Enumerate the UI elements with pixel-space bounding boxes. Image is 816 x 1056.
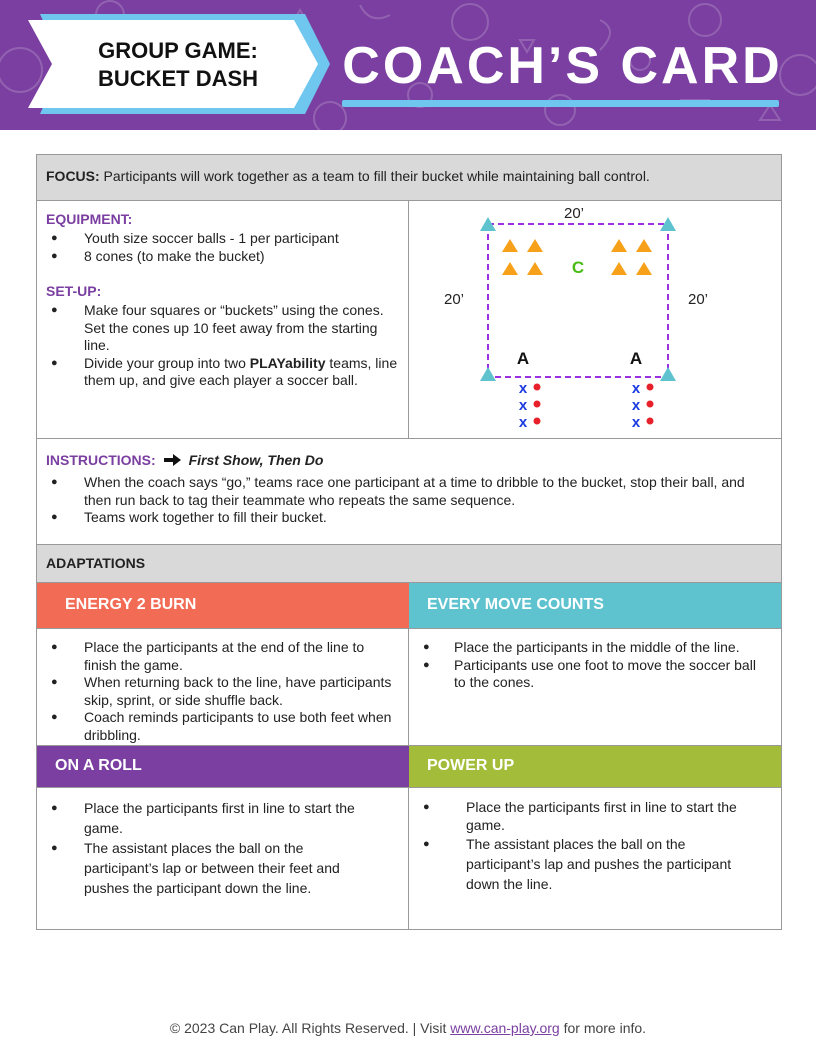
adaptation-band-row-2 xyxy=(37,746,781,788)
instructions-heading-line xyxy=(46,452,323,470)
card-title-underline xyxy=(342,100,779,107)
equipment-item: ● 8 cones (to make the bucket) xyxy=(37,248,397,266)
setup-item: ● Make four squares or “buckets” using the cones. Set the cones up 10 feet away from the starting line. xyxy=(37,302,399,355)
corner-cone xyxy=(660,367,676,381)
every-move-counts-list xyxy=(409,639,771,692)
playability-brand: PLAYability xyxy=(249,354,326,371)
player-marker: x xyxy=(518,414,528,431)
left-dimension-label: 20’ xyxy=(443,291,465,308)
adaptation-item: ● Place the participants at the end of the line to finish the game. xyxy=(37,639,399,674)
on-a-roll-band xyxy=(37,746,409,787)
corner-cone xyxy=(480,367,496,381)
instructions-heading: INSTRUCTIONS: xyxy=(46,452,156,468)
player-marker: x xyxy=(518,397,528,414)
arrow-right-icon xyxy=(164,454,181,466)
adaptation-item: ● Place the participants in the middle of the line. xyxy=(409,639,771,657)
right-dimension-label: 20’ xyxy=(687,291,709,308)
player-marker: x xyxy=(631,397,641,414)
adaptation-item: ● Participants use one foot to move the soccer ball to the cones. xyxy=(409,657,771,692)
assistant-marker-left: A xyxy=(516,349,530,368)
adaptation-content-row-1 xyxy=(37,629,781,746)
instructions-row xyxy=(37,439,781,545)
on-a-roll-list xyxy=(37,798,377,898)
energy-2-burn-list xyxy=(37,639,399,744)
game-title-line1: GROUP GAME: xyxy=(98,38,258,63)
card-title: COACH’S CARD xyxy=(342,37,783,95)
focus-label: FOCUS: xyxy=(46,168,100,184)
game-title-line2: BUCKET DASH xyxy=(97,66,259,91)
power-up-cell xyxy=(409,788,781,929)
instruction-item: ● Teams work together to fill their bucket. xyxy=(37,509,772,527)
power-up-label: POWER UP xyxy=(427,757,515,774)
assistant-marker-right: A xyxy=(629,349,643,368)
power-up-list xyxy=(409,798,754,894)
website-link[interactable]: www.can-play.org xyxy=(450,1020,560,1036)
field-diagram xyxy=(409,201,781,438)
focus-description: Participants will work together as a team to fill their bucket while maintaining ball control. xyxy=(99,168,650,184)
footer xyxy=(0,1020,816,1036)
energy-2-burn-band xyxy=(37,583,409,628)
footer-copyright: © 2023 Can Play. All Rights Reserved. | Visit xyxy=(169,1020,451,1036)
focus-text xyxy=(46,168,650,184)
coach-marker: C xyxy=(571,258,585,277)
every-move-counts-cell xyxy=(409,629,781,745)
instruction-item: ● When the coach says “go,” teams race one participant at a time to dribble to the bucket, stop their ball, and then run back to tag their teammate who repeats the same sequence. xyxy=(37,474,772,509)
setup-item-text: Divide your group into two xyxy=(84,354,250,371)
equipment-list xyxy=(37,230,397,265)
every-move-counts-band xyxy=(409,583,781,628)
energy-2-burn-cell xyxy=(37,629,409,745)
player-marker: x xyxy=(631,380,641,397)
field-diagram-cell xyxy=(409,201,781,438)
player-marker: x xyxy=(518,380,528,397)
adaptation-item: ● The assistant places the ball on the participant’s lap and pushes the participant down the line. xyxy=(409,834,754,894)
adaptations-heading-row xyxy=(37,545,781,583)
coach-card-table xyxy=(36,154,782,930)
setup-heading: SET-UP: xyxy=(46,283,102,299)
adaptation-item: ● Coach reminds participants to use both feet when dribbling. xyxy=(37,709,399,744)
adaptation-item: ● The assistant places the ball on the participant’s lap or between their feet and pushes the participant down the line. xyxy=(37,838,377,898)
instructions-list xyxy=(37,474,772,527)
instructions-subheading: First Show, Then Do xyxy=(188,452,324,468)
adaptation-band-row-1 xyxy=(37,583,781,629)
setup-item xyxy=(37,355,399,390)
adaptation-item: ● When returning back to the line, have participants skip, sprint, or side shuffle back. xyxy=(37,674,399,709)
top-dimension-label: 20’ xyxy=(563,205,585,222)
adaptation-content-row-2 xyxy=(37,788,781,929)
adaptation-item: ● Place the participants first in line to start the game. xyxy=(37,798,377,838)
energy-2-burn-label: ENERGY 2 BURN xyxy=(65,596,197,613)
header-banner xyxy=(0,0,816,130)
setup-list xyxy=(37,302,399,390)
footer-more-info: for more info. xyxy=(559,1020,647,1036)
power-up-band xyxy=(409,746,781,787)
equipment-setup-row xyxy=(37,201,781,439)
game-title xyxy=(62,37,294,93)
equipment-setup-cell xyxy=(37,201,409,438)
on-a-roll-label: ON A ROLL xyxy=(55,757,142,774)
adaptations-heading: ADAPTATIONS xyxy=(46,555,146,571)
setup-item-text: teams, line them up, and give each player a soccer ball. xyxy=(84,354,398,388)
adaptation-item: ● Place the participants first in line to start the game. xyxy=(409,798,754,834)
focus-row xyxy=(37,155,781,201)
equipment-item: ● Youth size soccer balls - 1 per participant xyxy=(37,230,397,248)
player-marker: x xyxy=(631,414,641,431)
on-a-roll-cell xyxy=(37,788,409,929)
every-move-counts-label: EVERY MOVE COUNTS xyxy=(427,596,604,613)
equipment-heading: EQUIPMENT: xyxy=(46,211,133,227)
